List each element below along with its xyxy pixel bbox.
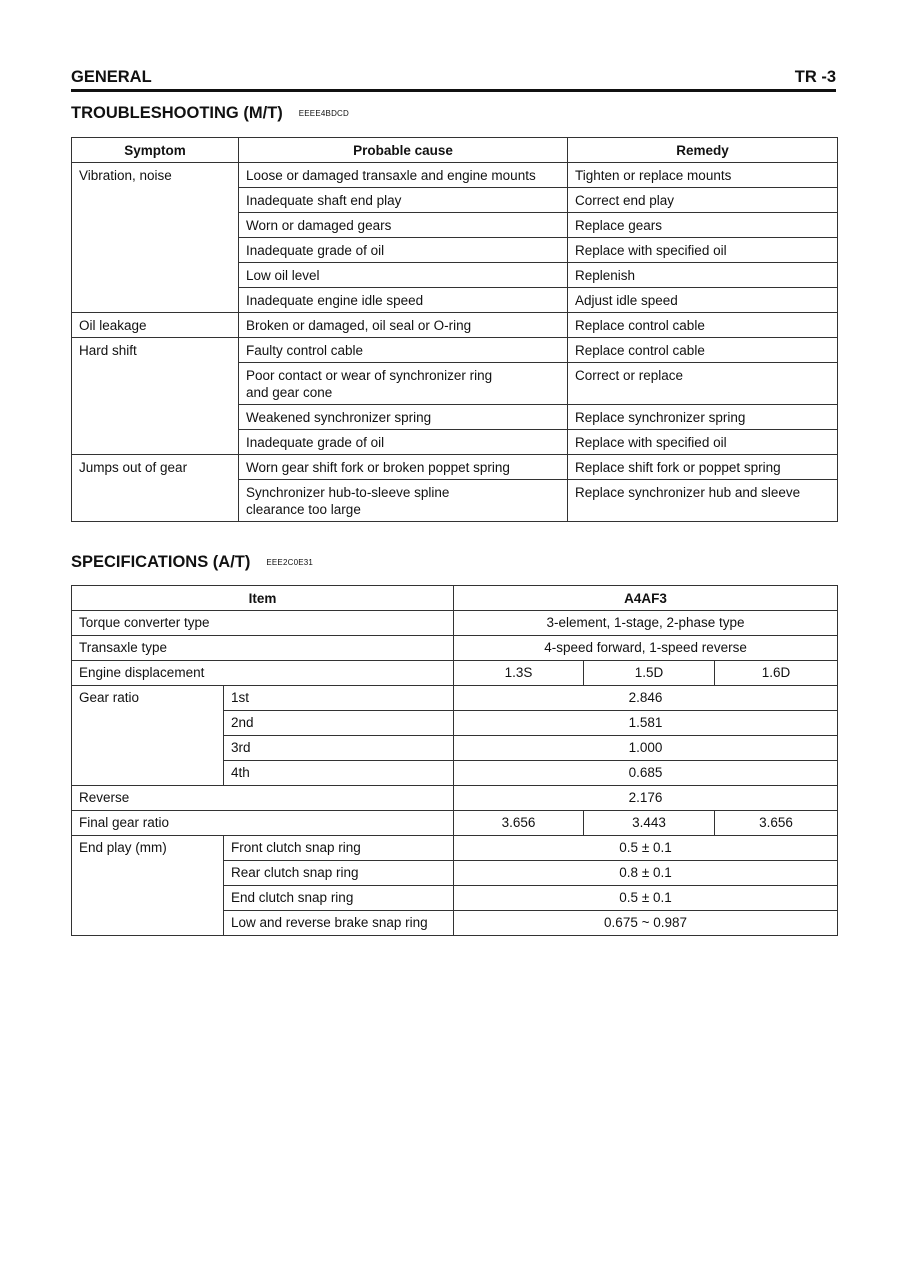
- table-row: [72, 661, 838, 686]
- cause-cell: Inadequate shaft end play: [239, 188, 568, 213]
- cause-cell: Poor contact or wear of synchronizer ring and gear cone: [239, 363, 568, 405]
- header-item: Item: [72, 586, 454, 611]
- row-value: 3.656: [715, 811, 838, 836]
- remedy-cell: Replace with specified oil: [568, 238, 838, 263]
- header-remedy: Remedy: [568, 138, 838, 163]
- table-row: [72, 686, 838, 711]
- remedy-cell: Adjust idle speed: [568, 288, 838, 313]
- sub-label: 2nd: [224, 711, 454, 736]
- row-value: 0.8 ± 0.1: [454, 861, 838, 886]
- sub-label: Front clutch snap ring: [224, 836, 454, 861]
- table-row: [72, 786, 838, 811]
- sub-label: End clutch snap ring: [224, 886, 454, 911]
- specifications-code: EEE2C0E31: [266, 558, 314, 567]
- remedy-cell: Tighten or replace mounts: [568, 163, 838, 188]
- remedy-cell: Replace shift fork or poppet spring: [568, 455, 838, 480]
- row-label: Final gear ratio: [72, 811, 454, 836]
- table-row: [72, 611, 838, 636]
- sub-label: Rear clutch snap ring: [224, 861, 454, 886]
- remedy-cell: Replace with specified oil: [568, 430, 838, 455]
- symptom-cell: Jumps out of gear: [72, 455, 239, 522]
- row-label: Engine displacement: [72, 661, 454, 686]
- cause-cell: Synchronizer hub-to-sleeve spline clearance too large: [239, 480, 568, 522]
- remedy-cell: Replace synchronizer hub and sleeve: [568, 480, 838, 522]
- sub-label: 1st: [224, 686, 454, 711]
- row-label: Torque converter type: [72, 611, 454, 636]
- section-name: GENERAL: [71, 68, 152, 86]
- row-value: 3.443: [584, 811, 715, 836]
- row-label: Gear ratio: [72, 686, 224, 786]
- troubleshooting-heading: [71, 104, 349, 123]
- cause-cell: Inadequate engine idle speed: [239, 288, 568, 313]
- specifications-heading: [71, 553, 313, 572]
- table-row: [72, 636, 838, 661]
- page-number: TR -3: [794, 68, 836, 86]
- row-label: End play (mm): [72, 836, 224, 936]
- row-value: 3.656: [454, 811, 584, 836]
- row-value: 1.6D: [715, 661, 838, 686]
- cause-cell: Worn or damaged gears: [239, 213, 568, 238]
- symptom-cell: Vibration, noise: [72, 163, 239, 313]
- table-header-row: [72, 138, 838, 163]
- cause-cell: Inadequate grade of oil: [239, 430, 568, 455]
- header-symptom: Symptom: [72, 138, 239, 163]
- cause-cell: Faulty control cable: [239, 338, 568, 363]
- cause-cell: Broken or damaged, oil seal or O-ring: [239, 313, 568, 338]
- table-row: [72, 836, 838, 861]
- table-header-row: [72, 586, 838, 611]
- row-value: 3-element, 1-stage, 2-phase type: [454, 611, 838, 636]
- row-value: 1.5D: [584, 661, 715, 686]
- row-value: 0.5 ± 0.1: [454, 886, 838, 911]
- sub-label: 4th: [224, 761, 454, 786]
- specifications-table: [71, 585, 838, 936]
- row-label: Reverse: [72, 786, 454, 811]
- cause-cell: Weakened synchronizer spring: [239, 405, 568, 430]
- sub-label: 3rd: [224, 736, 454, 761]
- cause-cell: Worn gear shift fork or broken poppet spring: [239, 455, 568, 480]
- cause-cell: Low oil level: [239, 263, 568, 288]
- cause-cell: Loose or damaged transaxle and engine mounts: [239, 163, 568, 188]
- remedy-cell: Replace synchronizer spring: [568, 405, 838, 430]
- remedy-cell: Replace gears: [568, 213, 838, 238]
- remedy-cell: Replenish: [568, 263, 838, 288]
- header-rule: [71, 89, 836, 92]
- row-value: 2.846: [454, 686, 838, 711]
- row-value: 0.675 ~ 0.987: [454, 911, 838, 936]
- cause-cell: Inadequate grade of oil: [239, 238, 568, 263]
- remedy-cell: Correct end play: [568, 188, 838, 213]
- troubleshooting-title: TROUBLESHOOTING (M/T): [71, 104, 283, 122]
- header-model: A4AF3: [454, 586, 838, 611]
- row-value: 2.176: [454, 786, 838, 811]
- header-probable-cause: Probable cause: [239, 138, 568, 163]
- table-row: [72, 455, 838, 480]
- remedy-cell: Replace control cable: [568, 338, 838, 363]
- remedy-cell: Correct or replace: [568, 363, 838, 405]
- specifications-title: SPECIFICATIONS (A/T): [71, 553, 251, 571]
- troubleshooting-table: [71, 137, 838, 522]
- troubleshooting-code: EEEE4BDCD: [298, 109, 349, 118]
- row-label: Transaxle type: [72, 636, 454, 661]
- sub-label: Low and reverse brake snap ring: [224, 911, 454, 936]
- table-row: [72, 163, 838, 188]
- table-row: [72, 811, 838, 836]
- row-value: 1.000: [454, 736, 838, 761]
- symptom-cell: Hard shift: [72, 338, 239, 455]
- page-header: [71, 68, 836, 90]
- symptom-cell: Oil leakage: [72, 313, 239, 338]
- table-row: [72, 313, 838, 338]
- row-value: 0.685: [454, 761, 838, 786]
- row-value: 1.3S: [454, 661, 584, 686]
- remedy-cell: Replace control cable: [568, 313, 838, 338]
- row-value: 1.581: [454, 711, 838, 736]
- row-value: 0.5 ± 0.1: [454, 836, 838, 861]
- row-value: 4-speed forward, 1-speed reverse: [454, 636, 838, 661]
- table-row: [72, 338, 838, 363]
